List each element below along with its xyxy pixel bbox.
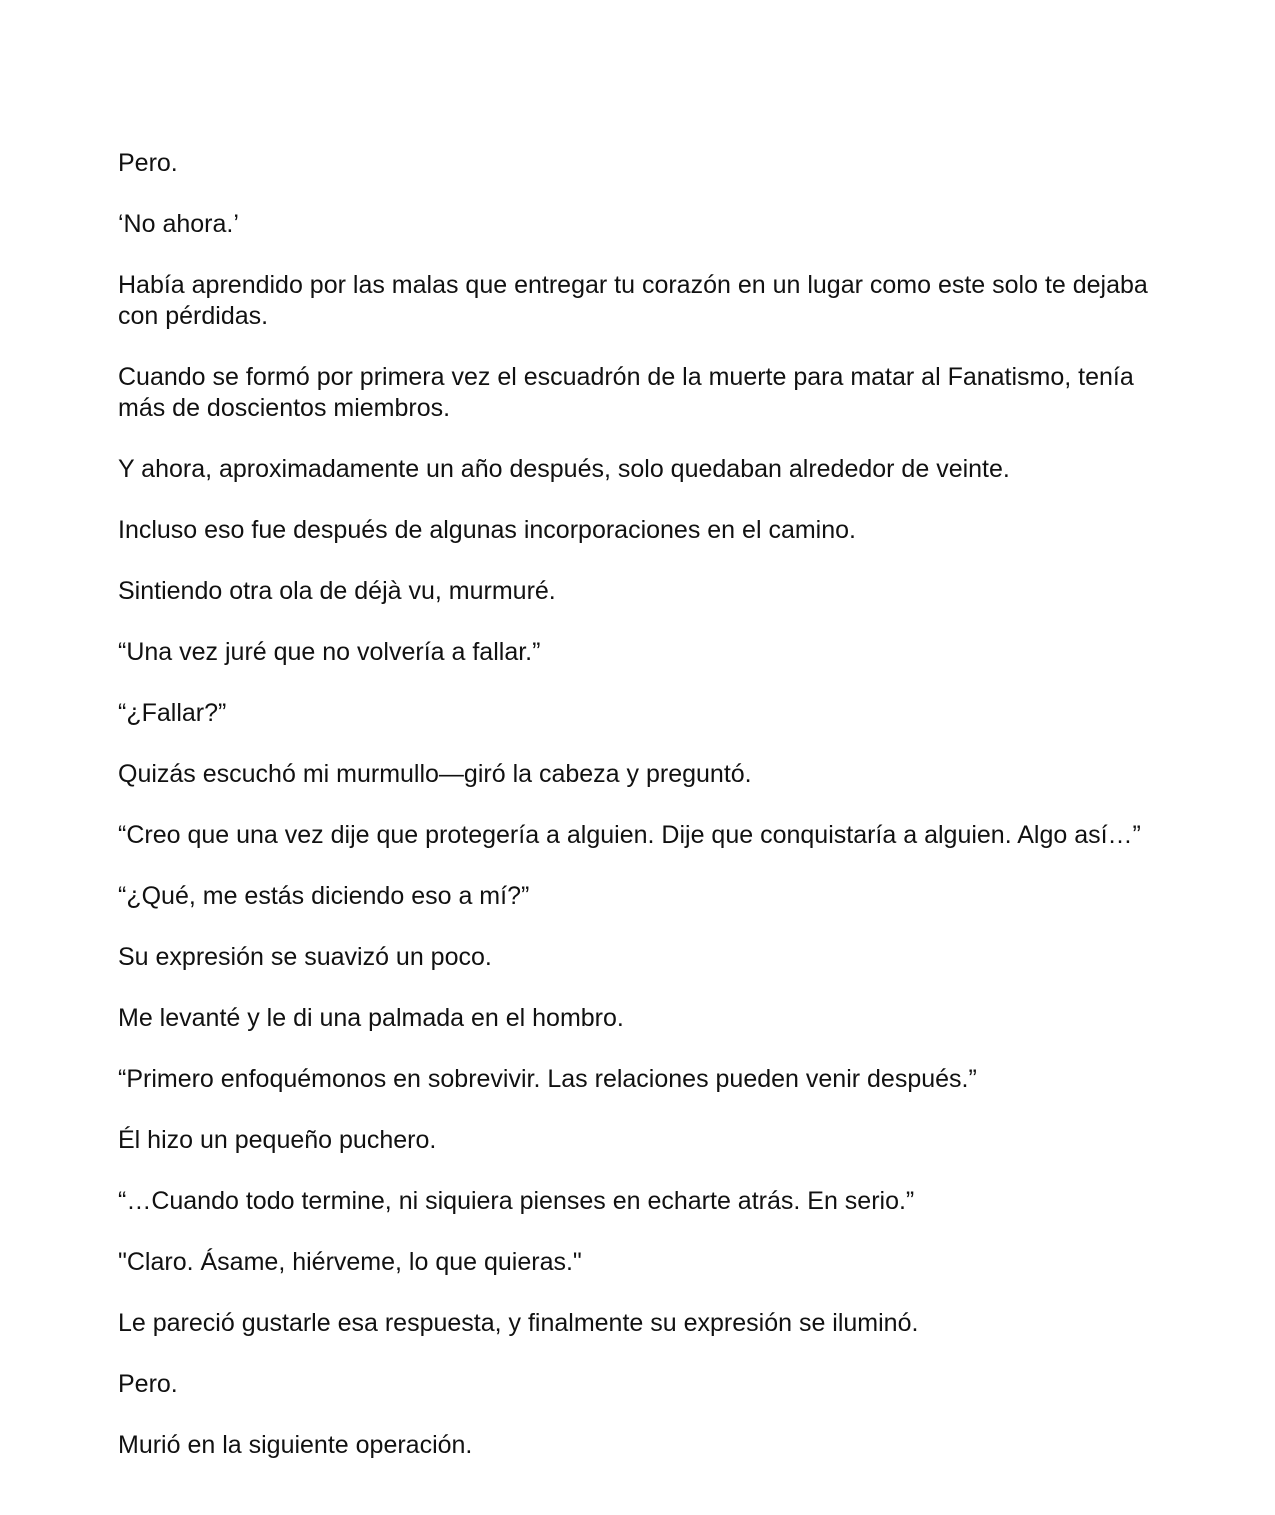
paragraph: Quizás escuchó mi murmullo—giró la cabeza y preguntó. bbox=[118, 760, 752, 788]
paragraph: Y ahora, aproximadamente un año después, solo quedaban alrededor de veinte. bbox=[118, 455, 1010, 483]
paragraph: “¿Qué, me estás diciendo eso a mí?” bbox=[118, 882, 530, 910]
paragraph: Me levanté y le di una palmada en el hombro. bbox=[118, 1004, 624, 1032]
paragraph: Su expresión se suavizó un poco. bbox=[118, 943, 492, 971]
paragraph: "Claro. Ásame, hiérveme, lo que quieras." bbox=[118, 1248, 582, 1276]
paragraph: Le pareció gustarle esa respuesta, y finalmente su expresión se iluminó. bbox=[118, 1309, 919, 1337]
paragraph: “…Cuando todo termine, ni siquiera pienses en echarte atrás. En serio.” bbox=[118, 1187, 915, 1215]
paragraph: “Creo que una vez dije que protegería a alguien. Dije que conquistaría a alguien. Algo así…” bbox=[118, 821, 1141, 849]
paragraph: Sintiendo otra ola de déjà vu, murmuré. bbox=[118, 577, 556, 605]
paragraph: Pero. bbox=[118, 149, 178, 177]
paragraph: Él hizo un pequeño puchero. bbox=[118, 1126, 437, 1154]
paragraph: Pero. bbox=[118, 1370, 178, 1398]
document-body bbox=[118, 148, 1163, 1491]
paragraph: ‘No ahora.’ bbox=[118, 210, 239, 238]
paragraph: “Primero enfoquémonos en sobrevivir. Las relaciones pueden venir después.” bbox=[118, 1065, 977, 1093]
paragraph: Murió en la siguiente operación. bbox=[118, 1431, 473, 1459]
paragraph: Cuando se formó por primera vez el escuadrón de la muerte para matar al Fanatismo, tenía más de doscientos miembros. bbox=[118, 363, 1134, 422]
paragraph: Incluso eso fue después de algunas incorporaciones en el camino. bbox=[118, 516, 856, 544]
paragraph: “Una vez juré que no volvería a fallar.” bbox=[118, 638, 541, 666]
paragraph: Había aprendido por las malas que entregar tu corazón en un lugar como este solo te dejaba con pérdidas. bbox=[118, 271, 1148, 330]
paragraph: “¿Fallar?” bbox=[118, 699, 227, 727]
